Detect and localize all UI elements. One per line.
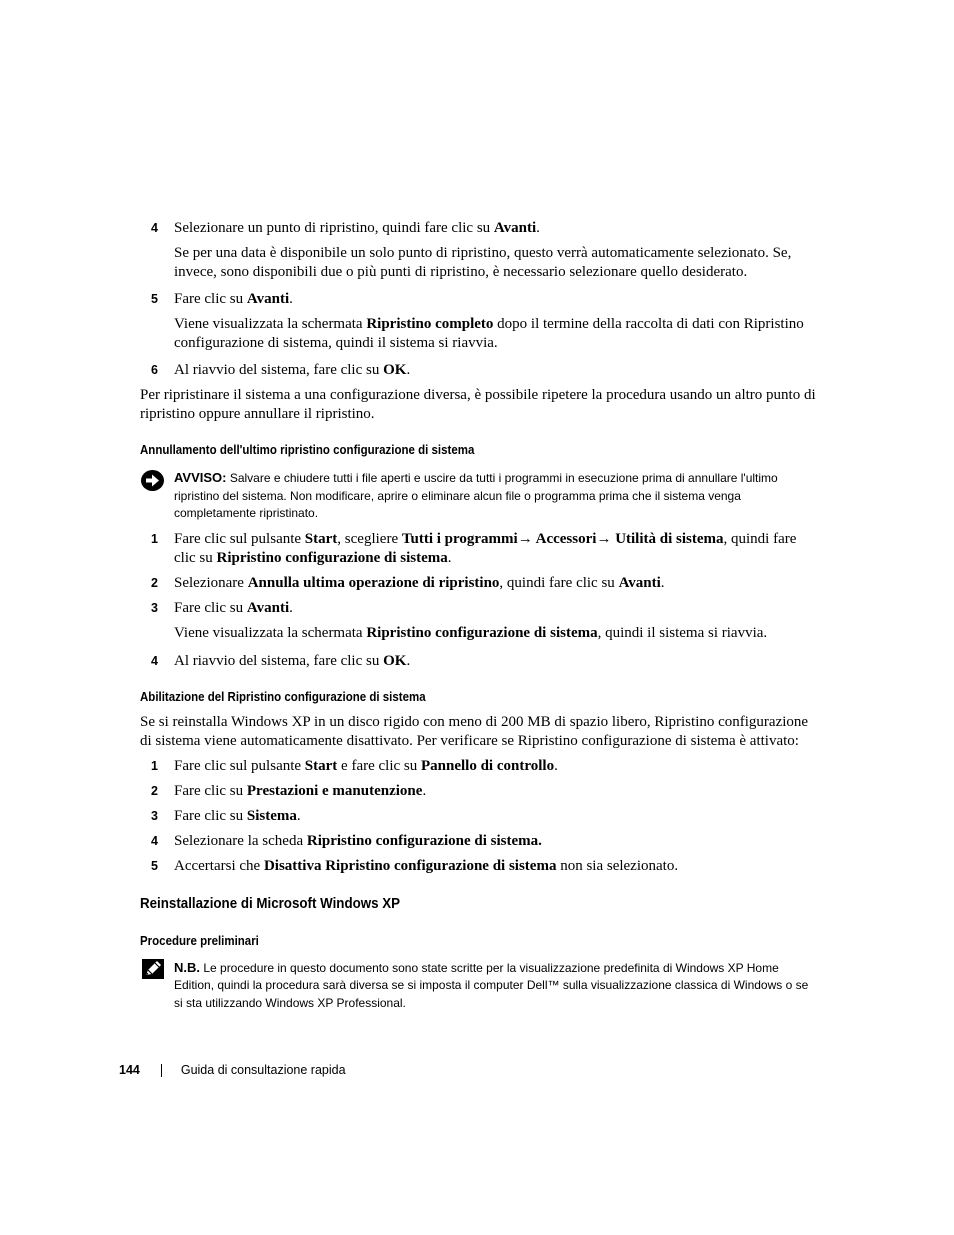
step-start-menu: 1 Fare clic sul pulsante Start, scegliere Tutti i programmi→ Accessori→ Utilità di sistema, quindi fare clic su Ripristino configurazione di sistema.: [151, 530, 797, 566]
section-heading-undo-restore: Annullamento dell'ultimo ripristino configurazione di sistema: [140, 443, 475, 457]
ok-label: OK: [383, 362, 407, 378]
step-number: 3: [151, 600, 158, 615]
pencil-icon: [142, 959, 164, 985]
arrow-icon: →: [517, 530, 533, 547]
step-number: 5: [151, 292, 158, 306]
note-label: N.B.: [174, 959, 200, 975]
avanti-label: Avanti: [246, 291, 290, 307]
avanti-label: Avanti: [493, 220, 537, 236]
arrow-icon: →: [596, 530, 612, 547]
step-control-panel: 1 Fare clic sul pulsante Start e fare clic su Pannello di controllo.: [151, 757, 558, 774]
step-detail: Viene visualizzata la schermata Ripristino completo dopo il termine della raccolta di dati con Ripristino configurazione di sistema, quindi il sistema si riavvia.: [174, 316, 804, 351]
arrow-circle-icon: [140, 469, 165, 498]
notice-box: [140, 469, 820, 523]
step-number: 2: [151, 783, 158, 798]
notice-label: AVVISO:: [174, 470, 227, 485]
step-verify-unchecked: 5 Accertarsi che Disattiva Ripristino configurazione di sistema non sia selezionato.: [151, 857, 679, 874]
screen-name: Ripristino completo: [366, 316, 494, 332]
page-content: [140, 219, 820, 1012]
step-number: 1: [151, 758, 158, 773]
step-click-ok: 6 Al riavvio del sistema, fare clic su OK.: [151, 362, 411, 378]
section-heading-enable-restore: Abilitazione del Ripristino configurazione di sistema: [140, 689, 426, 704]
step-number: 3: [151, 808, 158, 823]
step-number: 4: [151, 221, 158, 235]
step-number: 2: [151, 575, 158, 590]
step-click-avanti: 5 Fare clic su Avanti.: [151, 291, 293, 307]
step-number: 4: [151, 833, 158, 848]
step-detail: Viene visualizzata la schermata Ripristino configurazione di sistema, quindi il sistema si riavvia.: [174, 624, 768, 641]
step-click-avanti: 3 Fare clic su Avanti.: [151, 599, 293, 616]
step-select-undo: 2 Selezionare Annulla ultima operazione di ripristino, quindi fare clic su Avanti.: [151, 574, 665, 591]
notice-text: Salvare e chiudere tutti i file aperti e uscire da tutti i programmi in esecuzione prima di annullare l'ultimo ripristino del sistema. Non modificare, aprire o eliminare alcun file o programma prima che il sistema venga completamente ripristinato.: [174, 471, 778, 520]
note-box: [140, 959, 820, 1013]
step-number: 1: [151, 531, 158, 546]
step-click-ok: 4 Al riavvio del sistema, fare clic su OK.: [151, 652, 411, 669]
step-system: 3 Fare clic su Sistema.: [151, 807, 301, 824]
step-number: 6: [151, 363, 158, 377]
step-select-tab: 4 Selezionare la scheda Ripristino configurazione di sistema.: [151, 832, 542, 849]
subsection-heading-prelim: Procedure preliminari: [140, 933, 259, 948]
page-footer: [119, 1062, 346, 1078]
note-text: Le procedure in questo documento sono state scritte per la visualizzazione predefinita di Windows XP Home Edition, quindi la procedura sarà diversa se si imposta il computer Dell™ sulla visualizzazione classica di Windows o se si sta utilizzando Windows XP Professional.: [174, 960, 809, 1010]
page-number: 144: [119, 1063, 140, 1077]
section-heading-reinstall: Reinstallazione di Microsoft Windows XP: [140, 895, 401, 912]
step-number: 5: [151, 858, 158, 873]
step-select-restore-point: 4 Selezionare un punto di ripristino, quindi fare clic su Avanti.: [151, 220, 540, 236]
enable-paragraph: Se si reinstalla Windows XP in un disco rigido con meno di 200 MB di spazio libero, Ripristino configurazione di sistema viene automaticamente disattivato. Per verificare se Ripristino configurazione di sistema è attivato:: [140, 713, 809, 749]
step-note: Se per una data è disponibile un solo punto di ripristino, questo verrà automaticamente selezionato. Se, invece, sono disponibili due o più punti di ripristino, è necessario selezionare quello desiderato.: [174, 245, 792, 280]
step-performance: 2 Fare clic su Prestazioni e manutenzione.: [151, 782, 427, 799]
step-number: 4: [151, 653, 158, 668]
footer-title: Guida di consultazione rapida: [180, 1063, 346, 1077]
footer-divider: [161, 1064, 162, 1077]
restore-paragraph: Per ripristinare il sistema a una configurazione diversa, è possibile ripetere la procedura usando un altro punto di ripristino oppure annullare il ripristino.: [140, 387, 816, 422]
